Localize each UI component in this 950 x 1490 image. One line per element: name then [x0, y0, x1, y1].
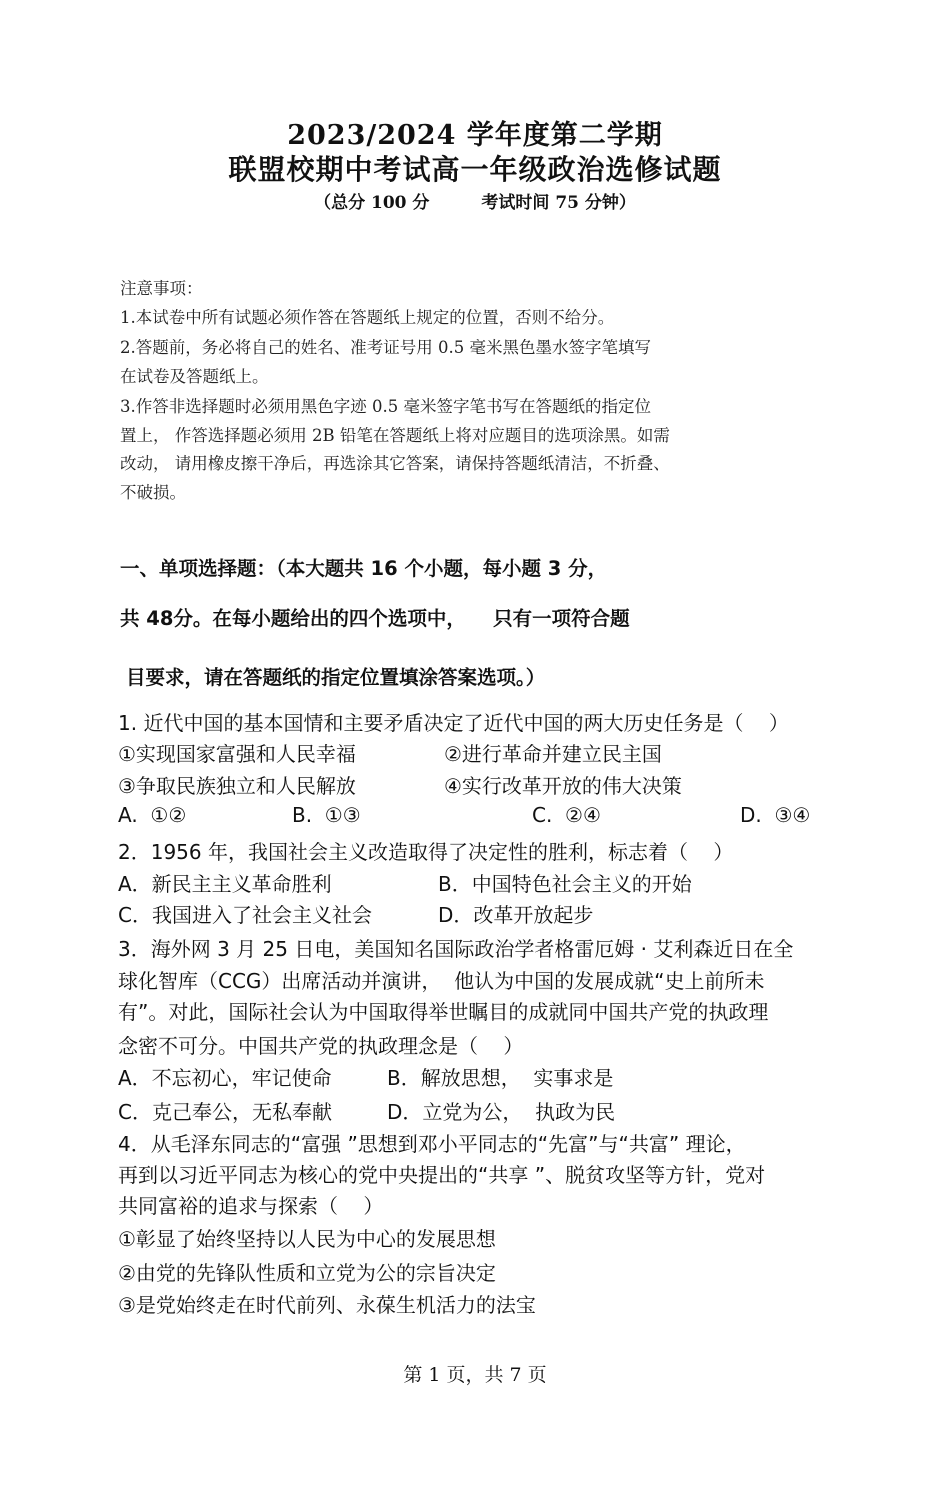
q1-statement-4: ④实行改革开放的伟大决策	[444, 774, 682, 798]
total-score: （总分 100 分	[314, 193, 430, 213]
q1-statement-3: ③争取民族独立和人民解放	[118, 774, 356, 798]
exam-title: 联盟校期中考试高一年级政治选修试题	[228, 153, 722, 186]
q1-stem: 1. 近代中国的基本国情和主要矛盾决定了近代中国的两大历史任务是（ ）	[118, 711, 789, 735]
q3-stem-line3: 有”。对此，国际社会认为中国取得举世瞩目的成就同中国共产党的执政理	[118, 1000, 769, 1024]
notice-item-3-cont2: 改动， 请用橡皮擦干净后，再选涂其它答案，请保持答题纸清洁，不折叠、	[120, 454, 670, 473]
q3-option-a: A．不忘初心，牢记使命	[118, 1066, 332, 1090]
q2-option-d: D．改革开放起步	[438, 903, 594, 927]
q4-stem-line2: 再到以习近平同志为核心的党中央提出的“共享 ”、脱贫攻坚等方针，党对	[118, 1163, 766, 1187]
q4-statement-1: ①彰显了始终坚持以人民为中心的发展思想	[118, 1227, 496, 1251]
section-heading-line1: 一、单项选择题：（本大题共 16 个小题，每小题 3 分，	[120, 557, 608, 580]
q3-stem-line2: 球化智库（CCG）出席活动并演讲， 他认为中国的发展成就“史上前所未	[118, 969, 765, 993]
section-heading-line3: 目要求，请在答题纸的指定位置填涂答案选项。）	[126, 666, 546, 689]
q4-statement-3: ③是党始终走在时代前列、永葆生机活力的法宝	[118, 1293, 536, 1317]
notice-item-1: 1.本试卷中所有试题必须作答在答题纸上规定的位置，否则不给分。	[120, 307, 615, 327]
q1-statement-1: ①实现国家富强和人民幸福	[118, 742, 356, 766]
notice-item-3-cont3: 不破损。	[120, 482, 186, 502]
q1-statement-2: ②进行革命并建立民主国	[444, 742, 662, 766]
notice-heading: 注意事项：	[120, 279, 203, 298]
q1-option-b: B. ①③	[292, 803, 361, 827]
q2-option-a: A．新民主主义革命胜利	[118, 872, 332, 896]
exam-title-term: 2023/2024 学年度第二学期	[287, 120, 663, 151]
q1-option-d: D. ③④	[740, 803, 811, 827]
notice-item-3: 3.作答非选择题时必须用黑色字迹 0.5 毫米签字笔书写在答题纸的指定位	[120, 397, 651, 416]
q2-option-b: B．中国特色社会主义的开始	[438, 872, 692, 896]
q3-option-d: D．立党为公， 执政为民	[387, 1100, 616, 1124]
notice-item-3-cont1: 置上， 作答选择题必须用 2B 铅笔在答题纸上将对应题目的选项涂黑。如需	[120, 425, 670, 445]
q4-stem-line3: 共同富裕的追求与探索（ ）	[118, 1194, 384, 1218]
q3-stem-line1: 3．海外网 3 月 25 日电，美国知名国际政治学者格雷厄姆 · 艾利森近日在全	[118, 937, 794, 961]
q3-stem-line4: 念密不可分。中国共产党的执政理念是（ ）	[118, 1034, 524, 1058]
notice-item-2-cont: 在试卷及答题纸上。	[120, 366, 269, 386]
q4-statement-2: ②由党的先锋队性质和立党为公的宗旨决定	[118, 1261, 496, 1285]
exam-time: 考试时间 75 分钟）	[481, 193, 636, 213]
page-number: 第 1 页，共 7 页	[403, 1364, 547, 1386]
exam-subtitle	[0, 188, 950, 213]
q2-stem: 2．1956 年，我国社会主义改造取得了决定性的胜利，标志着（ ）	[118, 840, 734, 864]
q1-option-a: A. ①②	[118, 803, 187, 827]
q3-option-b: B．解放思想， 实事求是	[387, 1066, 614, 1090]
q1-option-c: C. ②④	[532, 803, 601, 827]
notice-block	[120, 275, 840, 507]
q4-stem-line1: 4．从毛泽东同志的“富强 ”思想到邓小平同志的“先富”与“共富” 理论，	[118, 1132, 746, 1156]
q2-option-c: C．我国进入了社会主义社会	[118, 903, 372, 927]
section-heading-line2: 共 48分。在每小题给出的四个选项中， 只有一项符合题	[120, 607, 630, 630]
notice-item-2: 2.答题前，务必将自己的姓名、准考证号用 0.5 毫米黑色墨水签字笔填写	[120, 338, 651, 357]
q3-option-c: C．克己奉公，无私奉献	[118, 1100, 332, 1124]
